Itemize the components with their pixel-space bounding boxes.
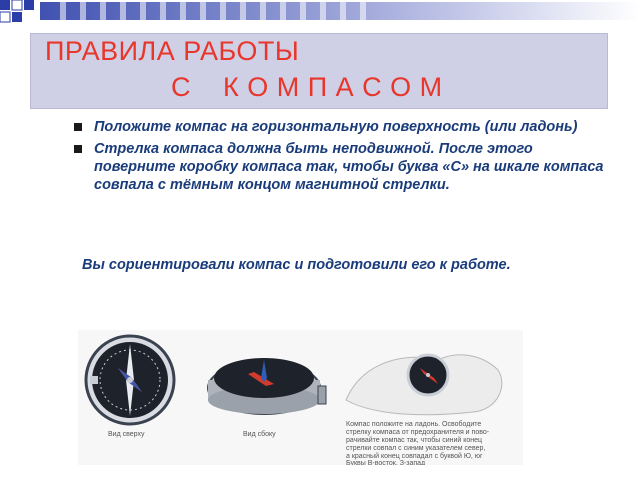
bullet-item	[74, 140, 614, 194]
instruction-line: стрелки совпал с синим указателем север,	[346, 445, 486, 452]
bullet-item	[74, 118, 614, 136]
compass-illustration	[78, 330, 523, 465]
compass-drawing	[78, 330, 523, 465]
caption-side-view: Вид сбоку	[243, 431, 276, 438]
instruction-line: рачивайте компас так, чтобы синий конец	[346, 437, 483, 444]
instruction-line: Компас положите на ладонь. Освободите	[346, 421, 482, 428]
title-line-1: ПРАВИЛА РАБОТЫ	[45, 36, 300, 66]
instruction-line: стрелку компаса от предохранителя и пово-	[346, 429, 490, 436]
bullet-square-icon	[74, 145, 82, 153]
instruction-line: а красный конец совпадал с буквой Ю, юг	[346, 453, 483, 460]
bullet-list	[74, 118, 614, 198]
compass-side-view	[208, 358, 326, 414]
decorative-squares	[0, 0, 640, 26]
compass-top-view	[86, 336, 174, 424]
instruction-text	[346, 420, 490, 465]
bullet-text: Стрелка компаса должна быть неподвижной. После этого поверните коробку компаса так, чтобы буква «С» на шкале компаса совпала с тёмным концом магнитной стрелки.	[94, 141, 604, 193]
hand-with-compass	[346, 355, 502, 415]
bullet-text: Положите компас на горизонтальную поверхность (или ладонь)	[94, 119, 578, 135]
caption-top-view: Вид сверху	[108, 431, 145, 438]
title-box	[30, 33, 608, 109]
instruction-line: Буквы В-восток, З-запад	[346, 460, 426, 465]
bullet-square-icon	[74, 123, 82, 131]
title-line-2: С К О М П А С О М	[171, 72, 443, 102]
conclusion-note: Вы сориентировали компас и подготовили его к работе.	[82, 257, 511, 273]
